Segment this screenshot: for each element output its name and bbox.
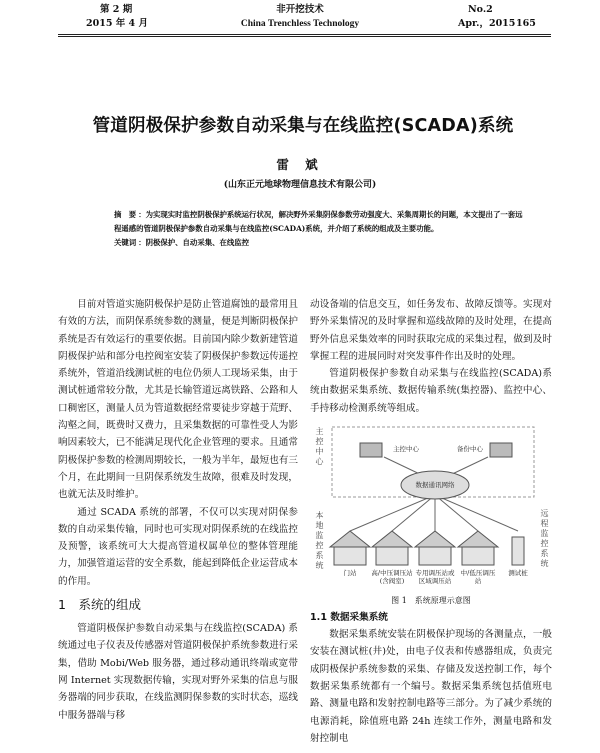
station-label: 中/低压调压站 — [460, 569, 496, 586]
journal-name-cn: 非开挖技术 — [276, 4, 324, 15]
affiliation: (山东正元地球物理信息技术有限公司) — [223, 180, 377, 190]
paragraph: 通过 SCADA 系统的部署，不仅可以实现对阴保参数的自动采集传输，同时也可实现对阴保系统的在线监控及预警，该系统可大大提高管道权属单位的整体管理能力，加强管道运营的安全系数，能起到降低企业运营成本的作用。 — [58, 506, 298, 587]
section-heading: 1 系统的组成 — [58, 597, 141, 613]
diagram-lines — [310, 421, 554, 591]
station-body — [419, 547, 451, 565]
keywords-label: 关键词 — [114, 238, 137, 247]
station-label: 专用调压站或区域调压站 — [415, 569, 455, 586]
main-center-server — [360, 443, 382, 457]
issue-date: 2015 年 4 月 — [86, 18, 148, 29]
paragraph: 管道阴极保护参数自动采集与在线监控(SCADA) 系统通过电子仪表及传感器对管道阴极保护系统参数进行采集，借助 Mobi/Web 服务器，通过移动通讯终端或宽带网 Internet 实现数据传输，实现对野外采集的信息与服务器端的同步获取，在线监测阴保参数的实时状态，巡线中服务器端与移 — [58, 623, 298, 721]
header-rule — [58, 34, 551, 35]
station-label: 门站 — [343, 569, 357, 578]
paragraph: 动设备端的信息交互，如任务发布、故障反馈等。实现对野外采集情况的及时掌握和巡线故障的及时处理，在提高野外信息采集效率的同时获取完成的采集过程，做到及时掌握工程的进展同时对突发事件作出及时的处理。 — [310, 299, 552, 362]
paragraph: 目前对管道实施阴极保护是防止管道腐蚀的最常用且有效的方法，而阴保系统参数的测量，便是判断阴极保护系统是否有效运行的重要依据。目前国内除少数新建管道阴极保护站和部分电控阀室安装了阴极保护参数远传遥控系统外，管道沿线测试桩的电位仍须人工现场采集，由于测试桩通常较分散，尤其是长输管道远离铁路、公路和人口稠密区，测量人员为管道数据经常要徒步穿越于荒野、沟壑之间，既费时又费力，且采集数据的可靠性受人为影响因素较大，已不能满足现代化企业管理的要求。且通常阴极保护参数的检测周期较长，一般为半年，最短也有三个月，在此期间一旦阴保系统发生故障，很难及时发现，也就无法及时维护。 — [58, 299, 298, 501]
subsection-heading: 1.1 数据采集系统 — [310, 612, 388, 624]
journal-date-en: Apr.，2015 — [458, 18, 516, 29]
keywords-text: ：阴极保护、自动采集、在线监控 — [138, 238, 250, 247]
test-post — [512, 537, 524, 565]
system-diagram — [310, 421, 554, 591]
link-line — [435, 495, 518, 531]
link-line — [350, 495, 435, 531]
network-label: 数据通讯网络 — [415, 481, 455, 490]
station-label: 高/中压调压站(含阀室) — [371, 569, 413, 586]
backup-center-label: 备份中心 — [457, 445, 483, 454]
journal-name-en: China Trenchless Technology — [240, 19, 360, 29]
backup-center-server — [490, 443, 512, 457]
journal-no: No.2 — [468, 4, 493, 15]
station-roof — [458, 531, 498, 547]
page-number: 165 — [516, 18, 536, 29]
station-roof — [330, 531, 370, 547]
left-column — [58, 296, 298, 724]
abstract — [114, 208, 528, 250]
link-line — [435, 495, 478, 531]
main-center-label: 主控中心 — [393, 445, 419, 454]
zone-label-top: 主控中心 — [315, 427, 324, 467]
zone-label-right: 远程监控系统 — [540, 509, 549, 569]
station-body — [376, 547, 408, 565]
station-roof — [415, 531, 455, 547]
issue-number: 第 2 期 — [100, 4, 133, 15]
station-label: 测试桩 — [508, 569, 528, 578]
station-roof — [372, 531, 412, 547]
paragraph: 管道阴极保护参数自动采集与在线监控(SCADA)系统由数据采集系统、数据传输系统(集控器)、监控中心、手持移动检测系统等组成。 — [310, 368, 552, 414]
station-body — [334, 547, 366, 565]
paragraph: 数据采集系统安装在阴极保护现场的各测量点，一般安装在测试桩(井)处，由电子仪表和传感器组成，负责完成阴极保护系统参数的采集、存储及发送控制工作，每个数据采集系统都有一个编号。数据采集系统包括值班电路、测量电路和发射控制电路等三部分。为了减少系统的电源消耗，除值班电路 24h 连续工作外，测量电路和发射控制电 — [310, 629, 552, 744]
right-column — [310, 296, 552, 747]
abstract-text: ：为实现实时监控阴极保护系统运行状况，解决野外采集阴保参数劳动强度大、采集周期长的问题，本文提出了一套远程遥感的管道阴极保护参数自动采集与在线监控(SCADA)系统，并介绍了系统的组成及主要功能。 — [114, 210, 523, 233]
author: 雷 斌 — [276, 157, 324, 172]
header-rule-2 — [58, 36, 551, 37]
abstract-label: 摘 要 — [114, 210, 137, 219]
link-line — [392, 495, 435, 531]
figure-caption: 图 1 系统原理示意图 — [391, 596, 471, 606]
page-title: 管道阴极保护参数自动采集与在线监控(SCADA)系统 — [92, 116, 514, 136]
zone-label-left: 本地监控系统 — [315, 511, 324, 571]
station-body — [462, 547, 494, 565]
